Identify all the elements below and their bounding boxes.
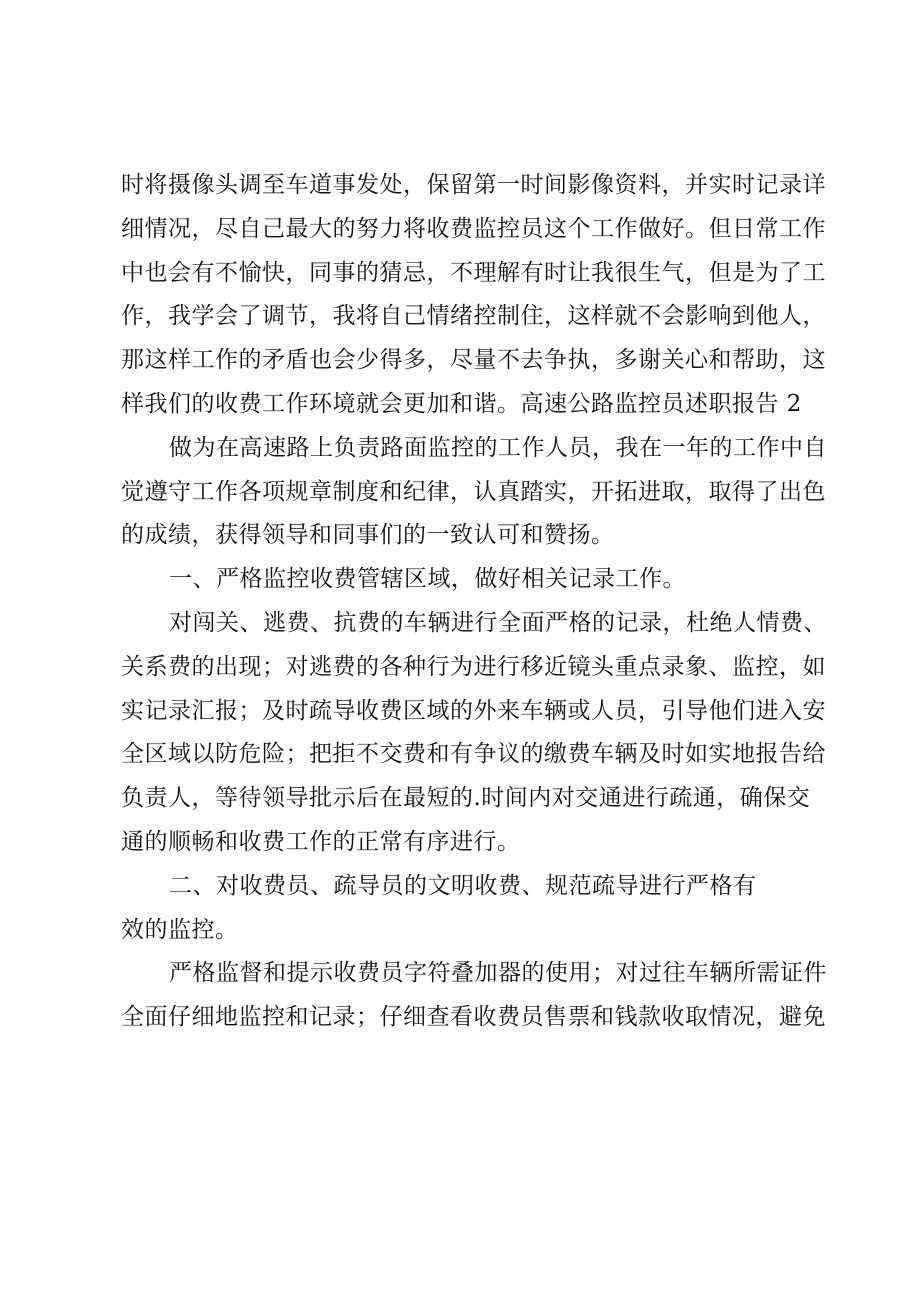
- text-line: 关系费的出现；对逃费的各种行为进行移近镜头重点录象、监控，如: [121, 653, 826, 680]
- text-line: 的成绩，获得领导和同事们的一致认可和赞扬。: [121, 522, 615, 549]
- section-heading: 效的监控。: [121, 916, 239, 943]
- text-line: 负责人，等待领导批示后在最短的.时间内对交通进行疏通，确保交: [121, 785, 811, 812]
- text-line: 觉遵守工作各项规章制度和纪律，认真踏实，开拓进取，取得了出色: [121, 478, 826, 505]
- text-line: 作，我学会了调节，我将自己情绪控制住，这样就不会影响到他人，: [121, 303, 826, 330]
- text-line: 全面仔细地监控和记录；仔细查看收费员售票和钱款收取情况，避免: [121, 1004, 826, 1031]
- text-line: 时将摄像头调至车道事发处，保留第一时间影像资料，并实时记录详: [121, 172, 826, 198]
- text-line: 细情况，尽自己最大的努力将收费监控员这个工作做好。但日常工作: [121, 215, 826, 242]
- body-text: [121, 164, 841, 1040]
- text-line: 样我们的收费工作环境就会更加和谐。高速公路监控员述职报告 2: [121, 390, 802, 417]
- text-line: 全区域以防危险；把拒不交费和有争议的缴费车辆及时如实地报告给: [121, 741, 826, 768]
- text-line: 通的顺畅和收费工作的正常有序进行。: [121, 828, 521, 855]
- text-line: 中也会有不愉快，同事的猜忌，不理解有时让我很生气，但是为了工: [121, 259, 826, 286]
- section-heading: 二、对收费员、疏导员的文明收费、规范疏导进行严格有: [169, 872, 757, 899]
- text-line: 对闯关、逃费、抗费的车辆进行全面严格的记录，杜绝人情费、: [169, 609, 827, 636]
- text-line: 实记录汇报；及时疏导收费区域的外来车辆或人员，引导他们进入安: [121, 697, 826, 724]
- text-line: 那这样工作的矛盾也会少得多，尽量不去争执，多谢关心和帮助，这: [121, 347, 826, 374]
- text-line: 严格监督和提示收费员字符叠加器的使用；对过往车辆所需证件: [169, 960, 827, 987]
- text-line: 做为在高速路上负责路面监控的工作人员，我在一年的工作中自: [169, 434, 827, 461]
- section-heading: 一、严格监控收费管辖区域，做好相关记录工作。: [169, 566, 686, 593]
